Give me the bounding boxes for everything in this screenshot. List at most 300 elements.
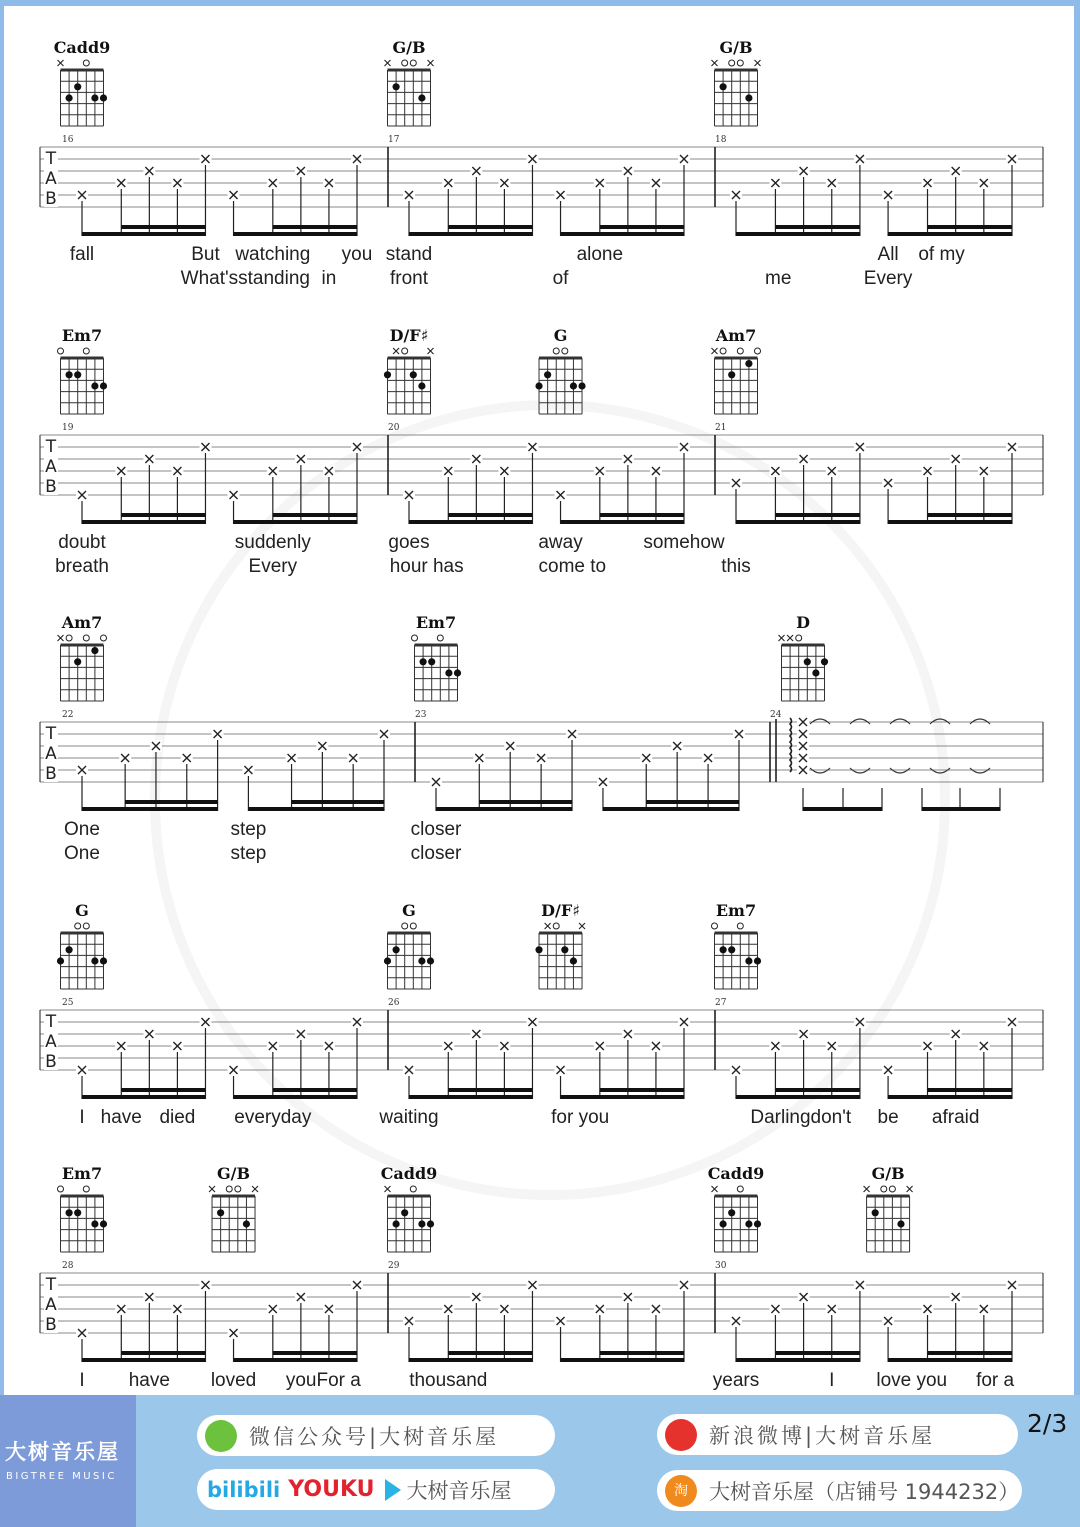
muted-string-icon: [712, 348, 718, 354]
finger-dot: [754, 957, 761, 964]
chord-diagram: [58, 613, 107, 701]
note-beam: [125, 800, 217, 804]
play-icon: [385, 1479, 401, 1501]
note-beam: [888, 232, 1012, 236]
note-beam: [82, 232, 205, 236]
brand-name-en: BIGTREE MUSIC: [6, 1471, 117, 1482]
chord-diagram: [708, 1164, 765, 1252]
note-beam: [409, 1358, 532, 1362]
tab-clef-letter: B: [45, 764, 57, 784]
chord-diagram: [54, 38, 111, 126]
muted-string-icon: [864, 1186, 870, 1192]
chord-name: G: [553, 326, 568, 345]
chord-name: Cadd9: [53, 38, 111, 57]
open-string-icon: [412, 635, 418, 641]
open-string-icon: [553, 348, 559, 354]
chord-name: D/F♯: [541, 901, 580, 920]
finger-dot: [578, 382, 585, 389]
finger-dot: [418, 957, 425, 964]
finger-dot: [754, 1220, 761, 1227]
open-string-icon: [562, 348, 568, 354]
note-beam: [121, 1088, 205, 1092]
brand-logo: [0, 1395, 136, 1527]
chord-name: Cadd9: [707, 1164, 765, 1183]
weibo-icon: [665, 1419, 697, 1451]
finger-dot: [243, 1220, 250, 1227]
finger-dot: [100, 957, 107, 964]
lyric-word: Every: [248, 556, 298, 577]
lyric-word: step: [230, 819, 267, 840]
open-string-icon: [410, 923, 416, 929]
finger-dot: [418, 382, 425, 389]
muted-string-icon: [428, 60, 434, 66]
chord-name: G/B: [392, 38, 426, 57]
finger-dot: [91, 1220, 98, 1227]
chord-name: Am7: [61, 613, 103, 632]
lyric-word: I: [79, 1107, 85, 1128]
note-beam: [273, 1351, 357, 1355]
lyric-word: you: [341, 244, 373, 265]
tab-clef-letter: T: [45, 724, 57, 744]
muted-string-icon: [787, 635, 793, 641]
open-string-icon: [796, 635, 802, 641]
video-links[interactable]: [197, 1469, 555, 1510]
taobao-icon: 淘: [665, 1475, 697, 1507]
lyric-word: Every: [863, 268, 913, 289]
chord-name: G/B: [719, 38, 753, 57]
lyric-word: have: [100, 1107, 142, 1128]
note-beam: [234, 520, 357, 524]
finger-dot: [74, 1209, 81, 1216]
lyric-word: But: [191, 244, 220, 265]
open-string-icon: [889, 1186, 895, 1192]
finger-dot: [91, 382, 98, 389]
lyric-word: stand: [385, 244, 433, 265]
note-beam: [234, 232, 357, 236]
muted-string-icon: [58, 60, 64, 66]
finger-dot: [570, 957, 577, 964]
finger-dot: [57, 957, 64, 964]
lyric-word: One: [64, 819, 100, 840]
open-string-icon: [737, 923, 743, 929]
note-beam: [234, 1358, 357, 1362]
chord-name: D: [796, 613, 810, 632]
chord-name: Em7: [715, 901, 757, 920]
open-string-icon: [58, 348, 64, 354]
open-string-icon: [101, 635, 107, 641]
finger-dot: [100, 94, 107, 101]
chord-diagram: [779, 613, 829, 701]
measure-number: 21: [715, 423, 727, 433]
note-beam: [736, 232, 860, 236]
finger-dot: [418, 94, 425, 101]
chord-diagram: [385, 38, 434, 126]
muted-string-icon: [385, 1186, 391, 1192]
finger-dot: [393, 946, 400, 953]
open-string-icon: [75, 923, 81, 929]
finger-dot: [728, 371, 735, 378]
note-beam: [928, 225, 1012, 229]
lyric-word: died: [159, 1107, 196, 1128]
note-beam: [600, 1088, 684, 1092]
finger-dot: [66, 946, 73, 953]
lyric-word: be: [877, 1107, 899, 1128]
lyric-word: thousand: [409, 1370, 488, 1391]
open-string-icon: [83, 1186, 89, 1192]
open-string-icon: [402, 348, 408, 354]
tab-clef-letter: T: [45, 149, 57, 169]
open-string-icon: [58, 1186, 64, 1192]
chord-name: Am7: [715, 326, 757, 345]
finger-dot: [454, 669, 461, 676]
finger-dot: [66, 1209, 73, 1216]
video-channel-label: 大树音乐屋: [406, 1478, 512, 1503]
muted-string-icon: [252, 1186, 258, 1192]
chord-diagram: [412, 613, 462, 701]
lyric-word: loved: [210, 1370, 257, 1391]
open-string-icon: [712, 923, 718, 929]
finger-dot: [445, 669, 452, 676]
chord-name: G: [402, 901, 416, 920]
finger-dot: [745, 957, 752, 964]
muted-string-icon: [393, 348, 399, 354]
brand-name: 大树音乐屋: [5, 1440, 120, 1464]
note-beam: [928, 513, 1012, 517]
measure-number: 30: [715, 1261, 727, 1271]
finger-dot: [745, 94, 752, 101]
note-beam: [273, 1088, 357, 1092]
finger-dot: [570, 382, 577, 389]
lyric-word: watching: [235, 244, 311, 265]
measure-number: 26: [388, 998, 400, 1008]
chord-name: Em7: [61, 326, 103, 345]
lyric-word: breath: [55, 556, 109, 577]
finger-dot: [91, 94, 98, 101]
wechat-icon: [205, 1420, 237, 1452]
finger-dot: [535, 946, 542, 953]
chord-name: G/B: [871, 1164, 905, 1183]
finger-dot: [745, 360, 752, 367]
open-string-icon: [402, 923, 408, 929]
chord-diagram: [712, 326, 761, 414]
lyric-word: fall: [69, 244, 95, 265]
measure-number: 28: [62, 1261, 74, 1271]
finger-dot: [812, 669, 819, 676]
note-beam: [775, 513, 859, 517]
finger-dot: [91, 647, 98, 654]
tab-clef-letter: B: [45, 189, 57, 209]
lyric-word: come to: [538, 556, 607, 577]
lyric-word: this: [721, 556, 751, 577]
finger-dot: [428, 658, 435, 665]
note-beam: [600, 513, 684, 517]
lyric-word: All: [877, 244, 899, 265]
open-string-icon: [410, 60, 416, 66]
note-beam: [292, 800, 384, 804]
note-beam: [248, 807, 384, 811]
lyric-word: afraid: [931, 1107, 980, 1128]
lyric-word: of: [552, 268, 569, 289]
chord-name: D/F♯: [389, 326, 429, 345]
finger-dot: [384, 957, 391, 964]
chord-diagram: [384, 326, 434, 414]
chord-diagram: [57, 901, 107, 989]
tab-clef-letter: B: [45, 477, 57, 497]
note-beam: [888, 520, 1012, 524]
note-beam: [409, 1095, 532, 1099]
youku-logo: YOUKU: [288, 1477, 375, 1502]
finger-dot: [728, 1209, 735, 1216]
chord-diagram: [381, 1164, 438, 1252]
note-beam: [82, 807, 218, 811]
lyric-word: closer: [410, 843, 462, 864]
chord-diagram: [535, 901, 585, 989]
note-beam: [888, 1358, 1012, 1362]
finger-dot: [74, 658, 81, 665]
lyric-word: waiting: [379, 1107, 439, 1128]
lyric-word: suddenly: [234, 532, 311, 553]
finger-dot: [384, 371, 391, 378]
note-beam: [234, 1095, 357, 1099]
note-beam: [646, 800, 739, 804]
note-beam: [82, 1095, 205, 1099]
lyric-word: love you: [876, 1370, 948, 1391]
muted-string-icon: [579, 923, 585, 929]
tab-clef-letter: T: [45, 437, 57, 457]
open-string-icon: [83, 60, 89, 66]
note-beam: [928, 1088, 1012, 1092]
muted-string-icon: [385, 60, 391, 66]
open-string-icon: [83, 923, 89, 929]
lyric-word: goes: [388, 532, 430, 553]
finger-dot: [393, 83, 400, 90]
note-beam: [479, 800, 572, 804]
note-beam: [121, 513, 205, 517]
open-string-icon: [729, 60, 735, 66]
lyric-word: front: [389, 268, 429, 289]
tab-clef-letter: T: [45, 1012, 57, 1032]
lyric-word: me: [765, 268, 792, 289]
lyric-word: One: [64, 843, 100, 864]
lyric-word: youFor a: [285, 1370, 361, 1391]
lyric-word: for a: [976, 1370, 1015, 1391]
note-beam: [82, 520, 205, 524]
wechat-link[interactable]: [197, 1415, 555, 1456]
muted-string-icon: [428, 348, 434, 354]
note-beam: [928, 1351, 1012, 1355]
tab-clef-letter: A: [45, 744, 57, 764]
note-beam: [561, 520, 684, 524]
chord-name: G: [75, 901, 89, 920]
open-string-icon: [83, 348, 89, 354]
note-beam: [736, 1358, 860, 1362]
taobao-link[interactable]: [657, 1470, 1022, 1511]
chord-diagram: [58, 326, 108, 414]
note-beam: [922, 807, 1000, 811]
chord-diagram: [209, 1164, 258, 1252]
open-string-icon: [402, 60, 408, 66]
note-beam: [600, 225, 684, 229]
tab-clef-letter: A: [45, 1032, 57, 1052]
note-beam: [436, 807, 572, 811]
finger-dot: [100, 1220, 107, 1227]
lyric-word: for you: [551, 1107, 610, 1128]
measure-number: 29: [388, 1261, 400, 1271]
note-beam: [448, 513, 532, 517]
note-beam: [803, 807, 882, 811]
open-string-icon: [66, 635, 72, 641]
finger-dot: [745, 1220, 752, 1227]
weibo-link[interactable]: [657, 1414, 1018, 1455]
open-string-icon: [737, 1186, 743, 1192]
tab-clef-letter: A: [45, 1295, 57, 1315]
footer-banner: [0, 1395, 1080, 1527]
muted-string-icon: [779, 635, 785, 641]
finger-dot: [897, 1220, 904, 1227]
note-beam: [736, 520, 860, 524]
lyric-word: I: [829, 1370, 835, 1391]
open-string-icon: [226, 1186, 232, 1192]
finger-dot: [401, 1209, 408, 1216]
measure-number: 25: [62, 998, 74, 1008]
finger-dot: [720, 946, 727, 953]
muted-string-icon: [712, 60, 718, 66]
open-string-icon: [437, 635, 443, 641]
lyric-word: in: [321, 268, 337, 289]
tab-clef-letter: A: [45, 457, 57, 477]
lyric-word: away: [538, 532, 583, 553]
note-beam: [273, 225, 357, 229]
lyric-word: of my: [918, 244, 965, 265]
lyric-word: closer: [410, 819, 462, 840]
chord-name: G/B: [217, 1164, 251, 1183]
note-beam: [273, 513, 357, 517]
finger-dot: [872, 1209, 879, 1216]
chord-name: Cadd9: [380, 1164, 438, 1183]
chord-diagram: [535, 326, 585, 414]
lyric-word: step: [230, 843, 267, 864]
tab-clef-letter: T: [45, 1275, 57, 1295]
finger-dot: [418, 1220, 425, 1227]
finger-dot: [535, 382, 542, 389]
finger-dot: [821, 658, 828, 665]
open-string-icon: [235, 1186, 241, 1192]
note-beam: [888, 1095, 1012, 1099]
finger-dot: [74, 371, 81, 378]
note-beam: [775, 1088, 859, 1092]
tab-clef-letter: B: [45, 1315, 57, 1335]
wechat-label: 微信公众号|大树音乐屋: [249, 1424, 500, 1449]
finger-dot: [427, 1220, 434, 1227]
lyric-word: What'sstanding: [180, 268, 310, 289]
muted-string-icon: [58, 635, 64, 641]
muted-string-icon: [712, 1186, 718, 1192]
lyric-word: alone: [576, 244, 624, 265]
measure-number: 22: [62, 710, 74, 720]
note-beam: [82, 1358, 205, 1362]
note-beam: [600, 1351, 684, 1355]
finger-dot: [66, 94, 73, 101]
finger-dot: [217, 1209, 224, 1216]
note-beam: [775, 1351, 859, 1355]
measure-number: 16: [62, 135, 74, 145]
open-string-icon: [755, 348, 761, 354]
open-string-icon: [410, 1186, 416, 1192]
open-string-icon: [737, 348, 743, 354]
chord-diagram: [712, 38, 761, 126]
note-beam: [561, 1358, 684, 1362]
finger-dot: [804, 658, 811, 665]
measure-number: 24: [770, 710, 782, 720]
note-beam: [561, 232, 684, 236]
finger-dot: [91, 957, 98, 964]
open-string-icon: [553, 923, 559, 929]
lyric-word: hour has: [389, 556, 464, 577]
finger-dot: [427, 957, 434, 964]
chord-name: Em7: [61, 1164, 103, 1183]
note-beam: [603, 807, 739, 811]
finger-dot: [728, 946, 735, 953]
bilibili-logo: bilibili: [207, 1477, 281, 1502]
page-number: 2/3: [1027, 1409, 1068, 1438]
finger-dot: [393, 1220, 400, 1227]
measure-number: 17: [388, 135, 400, 145]
chord-diagram: [58, 1164, 108, 1252]
lyric-word: years: [712, 1370, 760, 1391]
finger-dot: [100, 382, 107, 389]
lyric-word: everyday: [234, 1107, 312, 1128]
arpeggio-icon: [790, 718, 792, 772]
open-string-icon: [83, 635, 89, 641]
finger-dot: [720, 83, 727, 90]
muted-string-icon: [545, 923, 551, 929]
finger-dot: [561, 946, 568, 953]
tab-clef-letter: B: [45, 1052, 57, 1072]
note-beam: [121, 225, 205, 229]
measure-number: 19: [62, 423, 74, 433]
lyric-word: somehow: [643, 532, 725, 553]
note-beam: [736, 1095, 860, 1099]
taobao-label: 大树音乐屋（店铺号 1944232）: [709, 1479, 1020, 1504]
note-beam: [448, 225, 532, 229]
note-beam: [409, 520, 532, 524]
note-beam: [448, 1088, 532, 1092]
finger-dot: [74, 83, 81, 90]
chord-name: Em7: [415, 613, 457, 632]
open-string-icon: [737, 60, 743, 66]
lyric-word: Darlingdon't: [750, 1107, 852, 1128]
measure-number: 18: [715, 135, 727, 145]
measure-number: 20: [388, 423, 400, 433]
measure-number: 23: [415, 710, 427, 720]
chord-diagram: [864, 1164, 913, 1252]
finger-dot: [66, 371, 73, 378]
weibo-label: 新浪微博|大树音乐屋: [709, 1423, 936, 1448]
lyric-word: have: [128, 1370, 170, 1391]
chord-diagram: [712, 901, 762, 989]
note-beam: [448, 1351, 532, 1355]
finger-dot: [720, 1220, 727, 1227]
muted-string-icon: [209, 1186, 215, 1192]
measure-number: 27: [715, 998, 727, 1008]
tab-clef-letter: A: [45, 169, 57, 189]
note-beam: [409, 232, 532, 236]
open-string-icon: [720, 348, 726, 354]
finger-dot: [544, 371, 551, 378]
open-string-icon: [881, 1186, 887, 1192]
note-beam: [561, 1095, 684, 1099]
muted-string-icon: [755, 60, 761, 66]
